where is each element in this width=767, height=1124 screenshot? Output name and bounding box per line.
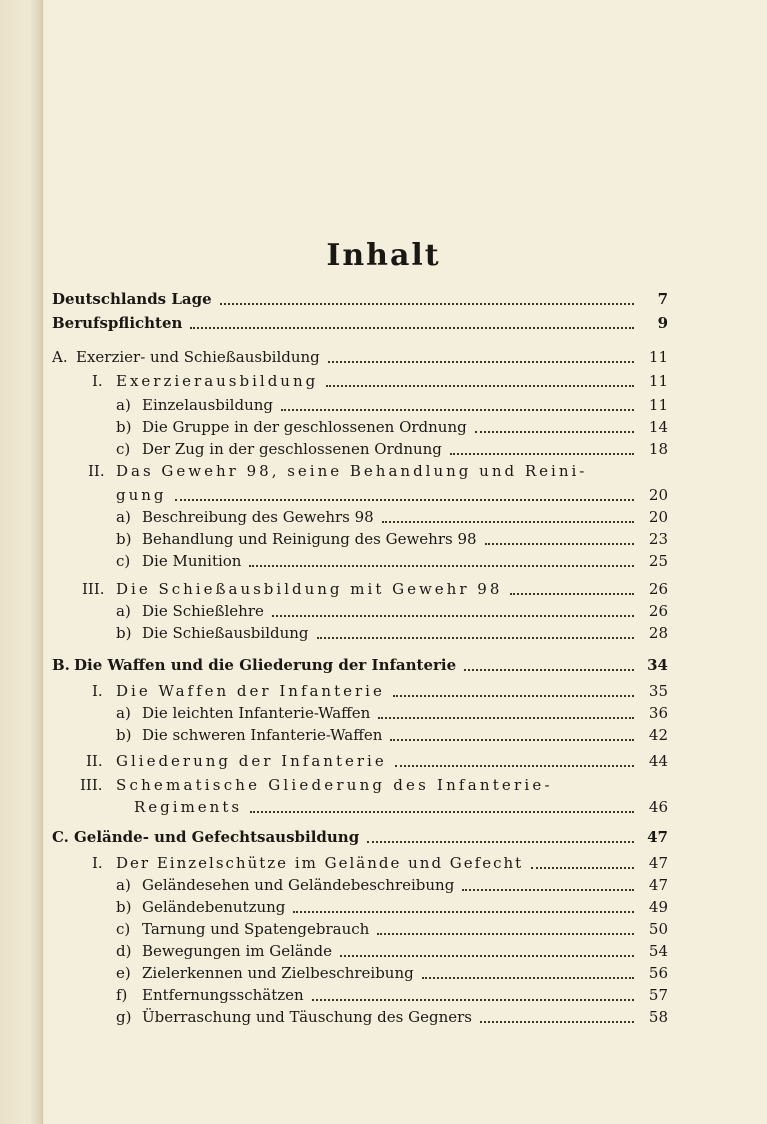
toc-entry: [116, 486, 668, 505]
toc-entry-text: Behandlung und Reinigung des Gewehrs 98: [142, 530, 477, 548]
toc-page-number: 50: [648, 920, 668, 938]
toc-leader: [317, 636, 634, 639]
toc-entry: [82, 580, 668, 599]
toc-entry-text: Die leichten Infanterie-Waffen: [142, 704, 371, 722]
toc-entry: [116, 602, 668, 621]
toc-page-number: 34: [647, 656, 668, 674]
toc-page-number: 9: [657, 314, 668, 332]
toc-leader: [220, 302, 634, 305]
toc-entry-number: I.: [92, 682, 103, 700]
toc-entry-number: b): [116, 726, 132, 744]
toc-page-number: 20: [648, 508, 668, 526]
toc-entry-text: Schematische Gliederung des Infanterie-: [116, 776, 553, 794]
toc-entry-text: Die Waffen und die Gliederung der Infanterie: [74, 656, 457, 674]
toc-entry-text: Bewegungen im Gelände: [142, 942, 332, 960]
toc-entry-number: C.: [52, 828, 69, 846]
toc-leader: [340, 954, 634, 957]
toc-page-number: 44: [648, 752, 668, 770]
toc-entry: [116, 704, 668, 723]
toc-entry: [116, 942, 668, 961]
toc-page-number: 18: [648, 440, 668, 458]
toc-entry-number: f): [116, 986, 128, 1004]
toc-entry-text: Geländesehen und Geländebeschreibung: [142, 876, 455, 894]
toc-leader: [393, 694, 634, 697]
toc-entry-number: b): [116, 898, 132, 916]
toc-entry-number: a): [116, 396, 131, 414]
toc-entry-number: A.: [52, 348, 68, 366]
toc-leader: [462, 888, 634, 891]
toc-page-number: 47: [648, 876, 668, 894]
toc-leader: [293, 910, 634, 913]
toc-entry-number: a): [116, 508, 131, 526]
toc-leader: [422, 976, 634, 979]
toc-leader: [377, 932, 634, 935]
toc-entry: [116, 440, 668, 459]
toc-entry: [86, 752, 668, 771]
toc-leader: [190, 326, 634, 329]
toc-page-number: 26: [648, 602, 668, 620]
toc-leader: [367, 840, 634, 843]
toc-entry: [52, 348, 668, 367]
toc-entry: [92, 372, 668, 391]
toc-leader: [382, 520, 634, 523]
toc-entry-text: gung: [116, 486, 167, 504]
toc-entry: [116, 876, 668, 895]
toc-entry-text: Geländebenutzung: [142, 898, 286, 916]
toc-entry-text: Regiments: [134, 798, 243, 816]
toc-entry-number: II.: [86, 752, 103, 770]
toc-page-number: 26: [648, 580, 668, 598]
toc-leader: [510, 592, 634, 595]
toc-entry-text: Die Schießausbildung mit Gewehr 98: [116, 580, 503, 598]
toc-page-number: 11: [648, 348, 668, 366]
toc-leader: [272, 614, 634, 617]
toc-entry: [52, 656, 668, 675]
toc-leader: [378, 716, 634, 719]
toc-entry-number: b): [116, 418, 132, 436]
toc-page-number: 47: [647, 828, 668, 846]
toc-entry-text: Tarnung und Spatengebrauch: [142, 920, 370, 938]
toc-entry: [116, 1008, 668, 1027]
toc-page-number: 54: [648, 942, 668, 960]
toc-entry-number: c): [116, 552, 131, 570]
toc-leader: [464, 668, 634, 671]
toc-entry-text: Die Schießlehre: [142, 602, 264, 620]
toc-entry: [116, 396, 668, 415]
toc-entry-number: c): [116, 920, 131, 938]
toc-entry: [116, 508, 668, 527]
toc-page-number: 49: [648, 898, 668, 916]
toc-entry-number: c): [116, 440, 131, 458]
toc-entry-number: III.: [80, 776, 103, 794]
toc-leader: [450, 452, 634, 455]
toc-page-number: 58: [648, 1008, 668, 1026]
toc-leader: [531, 866, 634, 869]
toc-entry-text: Exerzier- und Schießausbildung: [76, 348, 320, 366]
toc-entry-text: Die Gruppe in der geschlossenen Ordnung: [142, 418, 467, 436]
toc-entry-text: Der Einzelschütze im Gelände und Gefecht: [116, 854, 524, 872]
toc-page-number: 11: [648, 396, 668, 414]
toc-leader: [395, 764, 634, 767]
toc-entry-number: b): [116, 530, 132, 548]
toc-entry-number: a): [116, 876, 131, 894]
toc-entry: [92, 854, 668, 873]
toc-entry-text: Einzelausbildung: [142, 396, 274, 414]
toc-page-number: 23: [648, 530, 668, 548]
page-title: Inhalt: [326, 238, 441, 273]
toc-entry-text: Zielerkennen und Zielbeschreibung: [142, 964, 414, 982]
toc-entry: [116, 986, 668, 1005]
toc-entry-number: B.: [52, 656, 70, 674]
toc-entry-number: e): [116, 964, 131, 982]
toc-entry: [92, 682, 668, 701]
toc-entry-continued: [80, 776, 553, 795]
toc-entry: [116, 530, 668, 549]
toc-leader: [312, 998, 634, 1001]
toc-page-number: 46: [648, 798, 668, 816]
toc-page-number: 57: [648, 986, 668, 1004]
toc-page-number: 28: [648, 624, 668, 642]
toc-entry-text: Beschreibung des Gewehrs 98: [142, 508, 374, 526]
toc-leader: [250, 810, 634, 813]
toc-entry: [52, 828, 668, 847]
toc-leader: [390, 738, 634, 741]
toc-leader: [175, 498, 634, 501]
toc-entry-number: a): [116, 602, 131, 620]
toc-leader: [328, 360, 634, 363]
toc-page-number: 11: [648, 372, 668, 390]
toc-entry: [116, 898, 668, 917]
toc-entry: [52, 290, 668, 309]
toc-entry: [116, 964, 668, 983]
toc-leader: [475, 430, 634, 433]
toc-entry-text: Gliederung der Infanterie: [116, 752, 387, 770]
toc-page-number: 20: [648, 486, 668, 504]
toc-entry: [116, 726, 668, 745]
toc-entry-text: Berufspflichten: [52, 314, 183, 332]
toc-page-number: 25: [648, 552, 668, 570]
toc-entry-text: Exerzierausbildung: [116, 372, 319, 390]
toc-leader: [249, 564, 634, 567]
toc-entry-number: III.: [82, 580, 105, 598]
toc-entry: [116, 920, 668, 939]
toc-leader: [326, 384, 634, 387]
toc-entry-text: Das Gewehr 98, seine Behandlung und Reini-: [116, 462, 588, 480]
toc-entry-text: Die schweren Infanterie-Waffen: [142, 726, 383, 744]
toc-entry-number: I.: [92, 372, 103, 390]
toc-entry-number: d): [116, 942, 132, 960]
toc-page-number: 7: [657, 290, 668, 308]
toc-entry-continued: [88, 462, 587, 481]
toc-entry-text: Die Schießausbildung: [142, 624, 309, 642]
toc-page-number: 56: [648, 964, 668, 982]
toc-entry-number: I.: [92, 854, 103, 872]
toc-entry-text: Entfernungsschätzen: [142, 986, 304, 1004]
toc-entry-text: Die Munition: [142, 552, 242, 570]
toc-entry-number: g): [116, 1008, 132, 1026]
toc-leader: [281, 408, 634, 411]
toc-entry: [52, 314, 668, 333]
toc-entry-text: Gelände- und Gefechtsausbildung: [74, 828, 360, 846]
toc-entry-number: b): [116, 624, 132, 642]
toc-page-number: 36: [648, 704, 668, 722]
toc-entry-text: Der Zug in der geschlossenen Ordnung: [142, 440, 442, 458]
toc-page-number: 42: [648, 726, 668, 744]
toc-entry-text: Die Waffen der Infanterie: [116, 682, 385, 700]
toc-page-number: 47: [648, 854, 668, 872]
toc-entry-text: Überraschung und Täuschung des Gegners: [142, 1008, 472, 1026]
toc-page-number: 14: [648, 418, 668, 436]
toc-entry-text: Deutschlands Lage: [52, 290, 212, 308]
toc-leader: [485, 542, 634, 545]
toc-entry-number: II.: [88, 462, 105, 480]
toc-leader: [480, 1020, 634, 1023]
toc-page-number: 35: [648, 682, 668, 700]
toc-entry: [116, 552, 668, 571]
toc-entry: [116, 418, 668, 437]
toc-entry-number: a): [116, 704, 131, 722]
toc-entry: [134, 798, 668, 817]
toc-entry: [116, 624, 668, 643]
